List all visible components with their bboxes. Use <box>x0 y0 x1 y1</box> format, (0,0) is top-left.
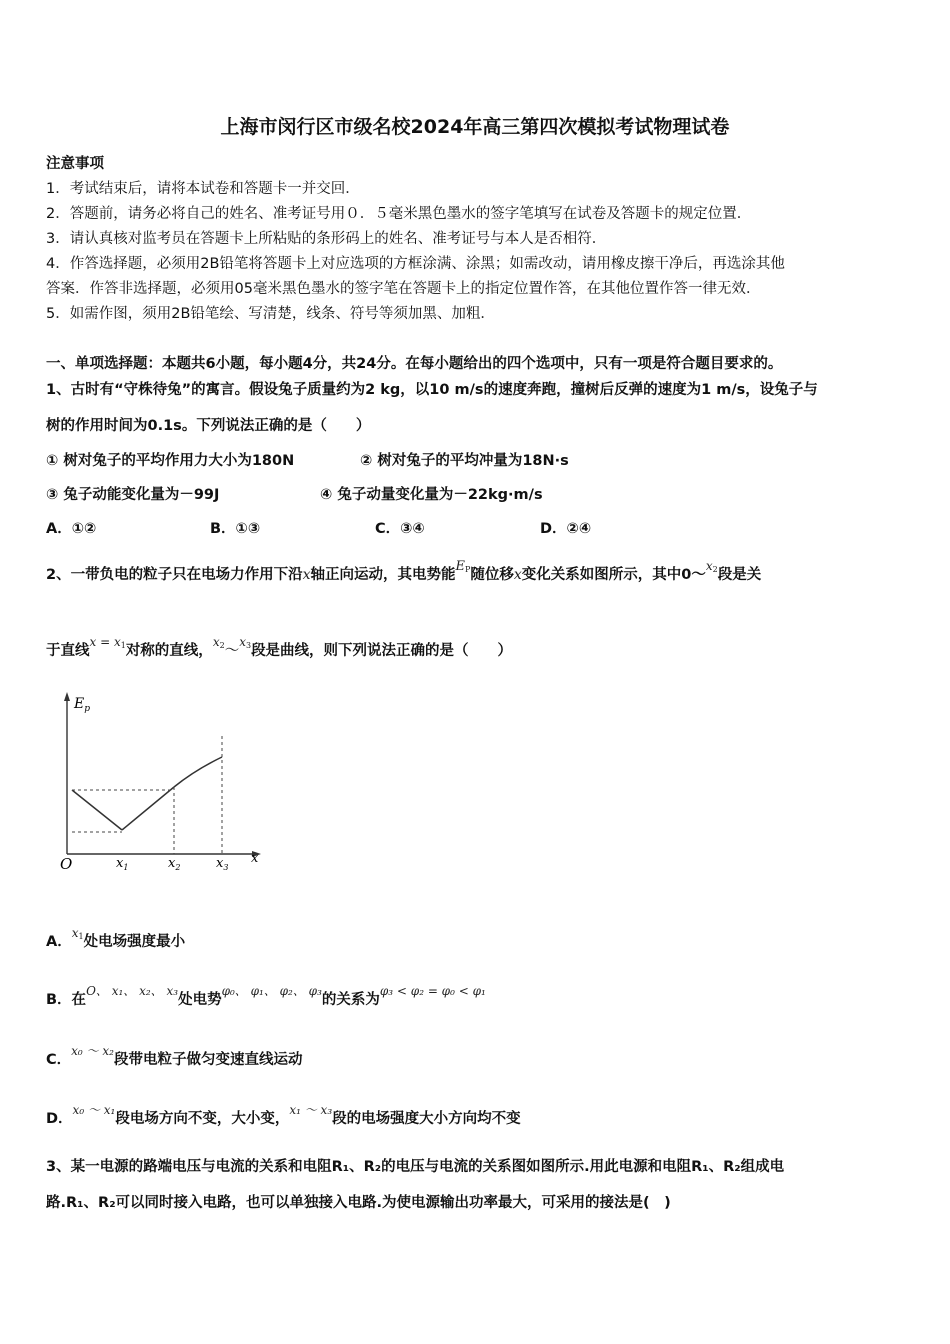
graph-x-label: x <box>251 851 259 866</box>
graph-origin: O <box>60 855 73 873</box>
q2-x2b-symbol: x <box>212 635 220 649</box>
q1-statement-2: ② 树对兔子的平均冲量为18N·s <box>360 453 569 469</box>
q2-eq-subscript: 1 <box>120 641 126 650</box>
graph-y-arrow <box>64 692 70 701</box>
q1-statement-4: ④ 兔子动量变化量为－22kg·m/s <box>320 487 543 503</box>
graph-curve <box>174 757 222 787</box>
q1-statement-3: ③ 兔子动能变化量为－99J <box>46 487 220 503</box>
notice-item-4-cont: 答案．作答非选择题，必须用05毫米黑色墨水的签字笔在答题卡上的指定位置作答，在其他位置作答一律无效． <box>46 281 761 297</box>
q2-x3-symbol: x <box>239 635 246 649</box>
q1-stem-line2: 树的作用时间为0.1s。下列说法正确的是（ ） <box>46 418 371 434</box>
q2-option-d-label: D． <box>46 1111 73 1127</box>
graph-tick-x2: $x_2$ <box>168 856 181 872</box>
q2-option-d-range1: x₀ ～ x₁ <box>72 1103 116 1117</box>
q2-option-b-label: B．在 <box>46 992 87 1008</box>
section-heading: 一、单项选择题：本题共6小题，每小题4分，共24分。在每小题给出的四个选项中，只有一项是符合题目要求的。 <box>46 356 783 372</box>
q2-var-x: x <box>513 567 522 583</box>
q2-option-d-range2: x₁ ～ x₃ <box>289 1103 333 1117</box>
q2-text: 变化关系如图所示，其中0～ <box>521 567 706 583</box>
graph-line-ascending <box>122 787 174 830</box>
notice-item-4: 4．作答选择题，必须用2B铅笔将答题卡上对应选项的方框涂满、涂黑；如需改动，请用橡皮擦干净后，再选涂其他 <box>46 256 785 272</box>
q2-text: 段是曲线，则下列说法正确的是（ ） <box>251 643 513 659</box>
graph-line-descending <box>72 790 122 830</box>
page-title: 上海市闵行区市级名校2024年高三第四次模拟考试物理试卷 <box>220 116 730 138</box>
q1-option-a[interactable]: A．①② <box>46 521 97 537</box>
q2-option-b-text: 处电势 <box>178 992 222 1008</box>
q2-option-a-x-sub: 1 <box>78 932 84 941</box>
q2-text: 随位移 <box>470 567 514 583</box>
q2-var-x2b <box>213 635 225 649</box>
q2-option-b-text2: 的关系为 <box>321 992 380 1008</box>
q2-var-x: x <box>302 567 311 583</box>
q2-option-a-text: 处电场强度最小 <box>83 934 186 950</box>
q2-x2b-subscript: 2 <box>219 641 225 650</box>
q2-x2-symbol: x <box>705 559 713 573</box>
q3-stem-line2: 路.R₁、R₂可以同时接入电路，也可以单独接入电路.为使电源输出功率最大，可采用的接法是( ) <box>46 1195 671 1211</box>
q2-option-b-relation: φ₃ < φ₂ = φ₀ < φ₁ <box>379 984 486 998</box>
notice-item-1: 1．考试结束后，请将本试卷和答题卡一并交回． <box>46 181 360 197</box>
q1-option-d[interactable]: D．②④ <box>540 521 592 537</box>
q1-option-b[interactable]: B．①③ <box>210 521 261 537</box>
q2-option-c-label: C． <box>46 1052 72 1068</box>
q1-option-c[interactable]: C．③④ <box>375 521 425 537</box>
q2-ep-subscript: P <box>465 565 471 574</box>
q2-option-b[interactable] <box>46 984 486 1009</box>
q2-option-d[interactable] <box>46 1103 521 1128</box>
q2-var-x2 <box>706 559 718 573</box>
q3-stem-line1: 3、某一电源的路端电压与电流的关系和电阻R₁、R₂的电压与电流的关系图如图所示.用此电源和电阻R₁、R₂组成电 <box>46 1159 785 1175</box>
q2-option-a-var <box>72 926 84 940</box>
q1-stem-line1: 1、古时有“守株待兔”的寓言。假设兔子质量约为2 kg，以10 m/s的速度奔跑，撞树后反弹的速度为1 m/s，设兔子与 <box>46 382 818 398</box>
q2-eq-symbol: x = x <box>89 635 121 649</box>
q2-var-ep <box>456 559 471 574</box>
q2-option-a-label: A． <box>46 934 72 950</box>
q2-option-c-range: x₀ ～ x₂ <box>71 1044 114 1058</box>
q2-tilde: ～ <box>224 643 240 659</box>
graph-tick-x3: $x_3$ <box>216 856 229 872</box>
notice-item-5: 5．如需作图，须用2B铅笔绘、写清楚，线条、符号等须加黑、加粗． <box>46 306 495 322</box>
q2-stem-line1 <box>46 559 762 584</box>
q2-option-a[interactable] <box>46 926 186 951</box>
ep-x-graph <box>50 686 280 886</box>
q2-x3-subscript: 3 <box>245 641 252 650</box>
q2-option-d-text2: 段的电场强度大小方向均不变 <box>332 1111 521 1127</box>
q2-text: 段是关 <box>717 567 762 583</box>
q2-option-c[interactable] <box>46 1044 303 1069</box>
q2-text: 轴正向运动，其电势能 <box>310 567 456 583</box>
q2-var-x3 <box>239 635 251 649</box>
q2-eq-x-x1 <box>90 635 126 649</box>
q2-ep-symbol: E <box>455 559 465 574</box>
q1-statement-1: ① 树对兔子的平均作用力大小为180N <box>46 453 295 469</box>
notice-heading: 注意事项 <box>46 156 104 172</box>
graph-tick-x1: $x_1$ <box>116 856 129 872</box>
q2-text: 于直线 <box>46 643 90 659</box>
notice-item-3: 3．请认真核对监考员在答题卡上所粘贴的条形码上的姓名、准考证号与本人是否相符． <box>46 231 607 247</box>
q2-option-b-potentials: φ₀、 φ₁、 φ₂、 φ₃ <box>221 984 322 998</box>
q2-stem-line2 <box>46 635 513 660</box>
q2-text: 对称的直线， <box>125 643 213 659</box>
q2-option-b-points: O、 x₁、 x₂、 x₃ <box>86 984 179 998</box>
notice-item-2: 2．答题前，请务必将自己的姓名、准考证号用０．５毫米黑色墨水的签字笔填写在试卷及答题卡的规定位置． <box>46 206 752 222</box>
q2-option-a-x: x <box>71 926 79 940</box>
q2-x2-subscript: 2 <box>712 565 718 574</box>
q2-option-d-text1: 段电场方向不变，大小变， <box>115 1111 290 1127</box>
q2-text: 2、一带负电的粒子只在电场力作用下沿 <box>46 567 303 583</box>
q2-option-c-text: 段带电粒子做匀变速直线运动 <box>113 1052 303 1068</box>
graph-y-label: $E_p$ <box>74 696 90 714</box>
